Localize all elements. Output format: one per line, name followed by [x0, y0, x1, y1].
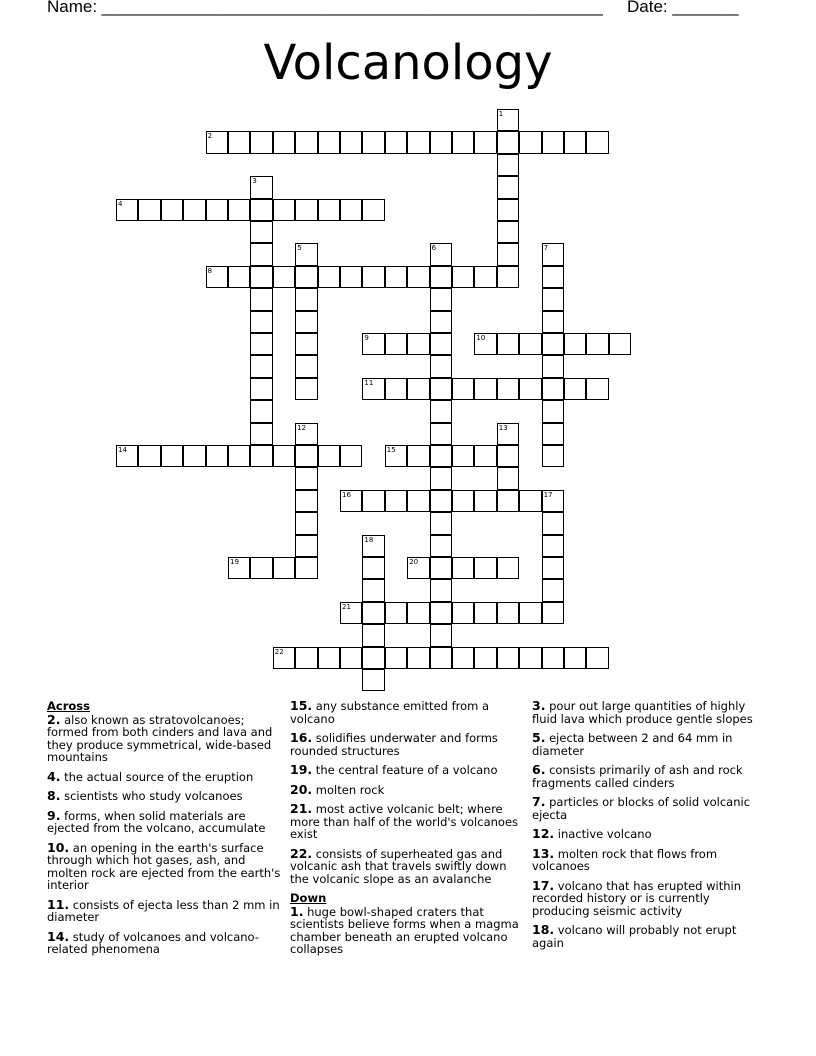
crossword-cell[interactable] [542, 512, 564, 534]
crossword-cell[interactable] [542, 490, 564, 512]
clue-text: volcano will probably not erupt again [532, 923, 737, 950]
crossword-cell[interactable] [430, 557, 452, 579]
clue-text: forms, when solid materials are ejected from the volcano, accumulate [47, 808, 266, 835]
crossword-cell[interactable] [362, 669, 384, 691]
crossword-cell[interactable] [250, 557, 272, 579]
clue-number: 9 [364, 334, 369, 342]
clue-number: 8 [207, 266, 213, 275]
clue-across [290, 732, 525, 757]
crossword-cell[interactable] [318, 445, 340, 467]
crossword-cell[interactable] [519, 490, 541, 512]
crossword-cell[interactable] [542, 647, 564, 669]
crossword-cell[interactable] [430, 400, 452, 422]
page-title: Volcanology [263, 35, 553, 91]
crossword-cell[interactable] [519, 378, 541, 400]
crossword-cell[interactable] [542, 311, 564, 333]
clue-across [47, 790, 282, 803]
clue-number: 2 [207, 132, 213, 141]
clue-num: 11. [47, 896, 70, 912]
crossword-cell[interactable] [273, 266, 295, 288]
crossword-cell[interactable] [250, 176, 272, 198]
crossword-cell[interactable] [407, 131, 429, 153]
crossword-cell[interactable] [362, 266, 384, 288]
crossword-cell[interactable] [228, 266, 250, 288]
clue-number: 4 [118, 199, 123, 208]
crossword-cell[interactable] [250, 266, 272, 288]
clue-down [532, 845, 767, 873]
crossword-cell[interactable] [430, 311, 452, 333]
crossword-cell[interactable] [430, 423, 452, 445]
crossword-cell[interactable] [362, 647, 384, 669]
crossword-cell[interactable] [407, 490, 429, 512]
clue-num: 12. [532, 826, 555, 841]
crossword-cell[interactable] [430, 243, 452, 265]
crossword-cell[interactable] [295, 288, 317, 310]
crossword-cell[interactable] [250, 199, 272, 221]
crossword-cell[interactable] [407, 557, 429, 579]
crossword-cell[interactable] [407, 333, 429, 355]
clue-down [532, 764, 767, 789]
crossword-cell[interactable] [362, 199, 384, 221]
clue-down [532, 732, 767, 757]
clue-number: 11 [364, 378, 374, 387]
crossword-cell[interactable] [362, 535, 384, 557]
clue-num: 5. [532, 730, 546, 745]
crossword-cell[interactable] [542, 288, 564, 310]
crossword-cell[interactable] [206, 445, 228, 467]
clue-number: 5 [297, 244, 302, 253]
crossword-cell[interactable] [497, 243, 519, 265]
clue-number: 18 [364, 535, 374, 544]
crossword-cell[interactable] [295, 490, 317, 512]
crossword-cell[interactable] [161, 445, 183, 467]
clue-across [47, 711, 282, 764]
crossword-cell[interactable] [474, 490, 496, 512]
clue-text: the central feature of a volcano [312, 763, 498, 777]
crossword-cell[interactable] [250, 131, 272, 153]
clue-number: 15 [386, 446, 396, 454]
crossword-cell[interactable] [206, 131, 228, 153]
crossword-cell[interactable] [586, 378, 608, 400]
crossword-cell[interactable] [250, 378, 272, 400]
crossword-cell[interactable] [519, 131, 541, 153]
crossword-cell[interactable] [295, 378, 317, 400]
crossword-cell[interactable] [542, 579, 564, 601]
crossword-cell[interactable] [116, 445, 138, 467]
crossword-cell[interactable] [430, 579, 452, 601]
crossword-cell[interactable] [497, 557, 519, 579]
crossword-cell[interactable] [295, 333, 317, 355]
crossword-cell[interactable] [452, 266, 474, 288]
crossword-cell[interactable] [183, 199, 205, 221]
clue-number: 7 [543, 244, 549, 253]
crossword-cell[interactable] [385, 445, 407, 467]
crossword-cell[interactable] [519, 647, 541, 669]
crossword-cell[interactable] [362, 602, 384, 624]
crossword-cell[interactable] [295, 311, 317, 333]
clue-across [47, 768, 282, 784]
crossword-cell[interactable] [497, 154, 519, 176]
clue-text: molten rock [312, 782, 385, 797]
clue-num: 10. [47, 839, 70, 855]
clue-across [290, 700, 525, 725]
crossword-cell[interactable] [430, 512, 452, 534]
crossword-cell[interactable] [250, 221, 272, 243]
crossword-cell[interactable] [295, 131, 317, 153]
crossword-cell[interactable] [542, 535, 564, 557]
clue-across [47, 839, 282, 892]
crossword-cell[interactable] [497, 647, 519, 669]
crossword-cell[interactable] [318, 266, 340, 288]
crossword-cell[interactable] [542, 445, 564, 467]
crossword-cell[interactable] [228, 131, 250, 153]
clue-text: particles or blocks of solid volcanic ejecta [532, 795, 751, 822]
crossword-cell[interactable] [385, 647, 407, 669]
crossword-cell[interactable] [542, 400, 564, 422]
clue-number: 20 [409, 558, 419, 566]
crossword-cell[interactable] [497, 266, 519, 288]
date-field[interactable]: Date: _______ [627, 0, 739, 16]
crossword-cell[interactable] [362, 557, 384, 579]
crossword-cell[interactable] [497, 221, 519, 243]
crossword-cell[interactable] [250, 311, 272, 333]
crossword-cell[interactable] [430, 624, 452, 646]
crossword-cell[interactable] [430, 333, 452, 355]
crossword-cell[interactable] [362, 333, 384, 355]
crossword-cell[interactable] [206, 199, 228, 221]
clue-column-2 [290, 700, 525, 963]
crossword-cell[interactable] [586, 647, 608, 669]
crossword-cell[interactable] [474, 602, 496, 624]
clue-across [290, 845, 525, 886]
crossword-cell[interactable] [497, 467, 519, 489]
clue-text: the actual source of the eruption [60, 769, 254, 784]
crossword-cell[interactable] [519, 333, 541, 355]
clue-num: 16. [290, 730, 313, 745]
crossword-cell[interactable] [295, 445, 317, 467]
crossword-cell[interactable] [407, 602, 429, 624]
crossword-cell[interactable] [161, 199, 183, 221]
crossword-cell[interactable] [295, 355, 317, 377]
clue-num: 7. [532, 794, 546, 809]
clue-across [47, 896, 282, 924]
crossword-cell[interactable] [497, 602, 519, 624]
clue-number: 14 [118, 446, 127, 454]
crossword-cell[interactable] [183, 445, 205, 467]
crossword-cell[interactable] [430, 602, 452, 624]
clue-text: consists of superheated gas and volcanic ash that travels swiftly down the volcanic slope as an avalanche [290, 846, 507, 886]
clue-num: 2. [47, 711, 61, 727]
clue-across [290, 803, 525, 841]
clue-num: 1. [290, 903, 304, 919]
crossword-cell[interactable] [497, 445, 519, 467]
crossword-cell[interactable] [340, 647, 362, 669]
crossword-cell[interactable] [452, 602, 474, 624]
crossword-cell[interactable] [542, 333, 564, 355]
crossword-cell[interactable] [295, 243, 317, 265]
crossword-cell[interactable] [430, 647, 452, 669]
crossword-cell[interactable] [474, 445, 496, 467]
crossword-cell[interactable] [430, 445, 452, 467]
clue-num: 6. [532, 762, 546, 777]
crossword-cell[interactable] [542, 243, 564, 265]
crossword-cell[interactable] [340, 131, 362, 153]
crossword-cell[interactable] [273, 199, 295, 221]
clue-num: 8. [47, 788, 61, 803]
clue-text: consists of ejecta less than 2 mm in diameter [47, 897, 280, 924]
crossword-cell[interactable] [564, 333, 586, 355]
crossword-cell[interactable] [250, 243, 272, 265]
crossword-cell[interactable] [250, 445, 272, 467]
crossword-cell[interactable] [116, 199, 138, 221]
crossword-cell[interactable] [474, 131, 496, 153]
crossword-cell[interactable] [474, 333, 496, 355]
crossword-cell[interactable] [519, 602, 541, 624]
crossword-cell[interactable] [542, 557, 564, 579]
clue-column-1 [47, 700, 282, 963]
crossword-cell[interactable] [407, 445, 429, 467]
crossword-cell[interactable] [474, 557, 496, 579]
crossword-cell[interactable] [430, 378, 452, 400]
clue-text: inactive volcano [554, 827, 652, 841]
clue-num: 3. [532, 698, 546, 713]
down-heading: Down [290, 891, 327, 905]
crossword-cell[interactable] [385, 378, 407, 400]
crossword-cell[interactable] [497, 378, 519, 400]
clue-text: solidifies underwater and forms rounded structures [290, 731, 498, 758]
crossword-cell[interactable] [497, 109, 519, 131]
clue-down [290, 903, 525, 956]
crossword-cell[interactable] [362, 131, 384, 153]
clue-number: 21 [342, 602, 351, 611]
clue-num: 9. [47, 807, 61, 823]
crossword-cell[interactable] [452, 131, 474, 153]
crossword-cell[interactable] [273, 445, 295, 467]
crossword-cell[interactable] [497, 333, 519, 355]
crossword-cell[interactable] [407, 266, 429, 288]
crossword-cell[interactable] [542, 378, 564, 400]
clue-number: 17 [543, 490, 553, 499]
crossword-cell[interactable] [318, 199, 340, 221]
clue-text: study of volcanoes and volcano-related phenomena [47, 929, 259, 956]
crossword-cell[interactable] [564, 647, 586, 669]
crossword-cell[interactable] [228, 557, 250, 579]
crossword-cell[interactable] [497, 176, 519, 198]
crossword-cell[interactable] [250, 288, 272, 310]
crossword-cell[interactable] [474, 647, 496, 669]
crossword-cell[interactable] [295, 647, 317, 669]
clue-number: 13 [498, 423, 508, 432]
crossword-cell[interactable] [385, 131, 407, 153]
crossword-cell[interactable] [497, 199, 519, 221]
clue-num: 17. [532, 877, 555, 893]
clue-down [532, 924, 767, 949]
crossword-cell[interactable] [362, 490, 384, 512]
crossword-cell[interactable] [318, 647, 340, 669]
crossword-cell[interactable] [385, 602, 407, 624]
clue-text: huge bowl-shaped craters that scientists believe forms when a magma chamber beneath an erupted volcano collapses [290, 904, 519, 956]
crossword-cell[interactable] [542, 355, 564, 377]
crossword-cell[interactable] [295, 557, 317, 579]
clue-across [290, 781, 525, 797]
clue-number: 12 [297, 423, 307, 432]
crossword-cell[interactable] [542, 423, 564, 445]
clue-num: 19. [290, 762, 313, 777]
clue-down [532, 877, 767, 918]
crossword-cell[interactable] [586, 333, 608, 355]
crossword-cell[interactable] [497, 423, 519, 445]
crossword-cell[interactable] [430, 490, 452, 512]
clue-num: 22. [290, 845, 313, 861]
crossword-cell[interactable] [228, 199, 250, 221]
crossword-cell[interactable] [542, 266, 564, 288]
crossword-cell[interactable] [273, 647, 295, 669]
crossword-cell[interactable] [362, 378, 384, 400]
clue-number: 22 [274, 647, 284, 656]
crossword-cell[interactable] [452, 557, 474, 579]
crossword-cell[interactable] [407, 378, 429, 400]
crossword-cell[interactable] [138, 199, 160, 221]
crossword-cell[interactable] [430, 467, 452, 489]
clue-number: 10 [476, 334, 486, 342]
clue-number: 19 [230, 558, 239, 566]
crossword-cell[interactable] [474, 266, 496, 288]
clue-text: molten rock that flows from volcanoes [532, 846, 718, 873]
clue-number: 1 [498, 110, 504, 118]
clue-num: 20. [290, 781, 313, 797]
name-field[interactable]: Name: _____________________________________________________ [47, 0, 603, 16]
crossword-cell[interactable] [362, 624, 384, 646]
crossword-cell[interactable] [362, 579, 384, 601]
clue-text: also known as stratovolcanoes; formed from both cinders and lava and they produce symmetrical, wide-based mountains [47, 712, 273, 764]
clue-text: ejecta between 2 and 64 mm in diameter [532, 731, 733, 758]
clue-number: 6 [431, 244, 437, 253]
crossword-cell[interactable] [452, 445, 474, 467]
crossword-cell[interactable] [340, 445, 362, 467]
crossword-cell[interactable] [452, 378, 474, 400]
crossword-cell[interactable] [295, 467, 317, 489]
crossword-cell[interactable] [273, 131, 295, 153]
crossword-cell[interactable] [407, 647, 429, 669]
crossword-cell[interactable] [228, 445, 250, 467]
crossword-cell[interactable] [250, 333, 272, 355]
clue-num: 13. [532, 845, 555, 861]
clue-num: 18. [532, 922, 555, 937]
crossword-cell[interactable] [340, 490, 362, 512]
crossword-cell[interactable] [385, 333, 407, 355]
crossword-cell[interactable] [295, 423, 317, 445]
crossword-cell[interactable] [318, 131, 340, 153]
crossword-cell[interactable] [430, 288, 452, 310]
crossword-cell[interactable] [250, 355, 272, 377]
crossword-cell[interactable] [340, 199, 362, 221]
crossword-cell[interactable] [452, 647, 474, 669]
crossword-cell[interactable] [295, 535, 317, 557]
clue-down [532, 796, 767, 821]
crossword-cell[interactable] [452, 490, 474, 512]
clue-text: an opening in the earth's surface through which hot gases, ash, and molten rock are ejected from the earth's interior [47, 840, 281, 892]
crossword-cell[interactable] [250, 400, 272, 422]
crossword-cell[interactable] [385, 266, 407, 288]
clue-num: 4. [47, 768, 61, 784]
crossword-cell[interactable] [497, 131, 519, 153]
crossword-cell[interactable] [542, 131, 564, 153]
crossword-cell[interactable] [609, 333, 631, 355]
crossword-cell[interactable] [340, 602, 362, 624]
clue-down [532, 700, 767, 725]
clue-text: scientists who study volcanoes [60, 789, 243, 803]
crossword-cell[interactable] [295, 512, 317, 534]
crossword-cell[interactable] [206, 266, 228, 288]
clue-num: 21. [290, 801, 313, 816]
clue-column-3 [532, 700, 767, 956]
clue-number: 16 [342, 490, 351, 499]
clue-number: 3 [252, 177, 257, 186]
crossword-cell[interactable] [430, 131, 452, 153]
clue-across [47, 928, 282, 956]
crossword-cell[interactable] [295, 266, 317, 288]
across-heading: Across [47, 699, 90, 713]
clue-num: 14. [47, 928, 70, 944]
clue-down [532, 828, 767, 841]
crossword-cell[interactable] [340, 266, 362, 288]
clue-text: consists primarily of ash and rock fragments called cinders [532, 763, 743, 790]
clue-text: volcano that has erupted within recorded history or is currently producing seismic activity [532, 878, 742, 918]
clue-text: any substance emitted from a volcano [290, 699, 490, 726]
crossword-cell[interactable] [430, 355, 452, 377]
crossword-cell[interactable] [385, 490, 407, 512]
crossword-cell[interactable] [542, 602, 564, 624]
crossword-cell[interactable] [564, 378, 586, 400]
crossword-cell[interactable] [564, 131, 586, 153]
crossword-cell[interactable] [497, 490, 519, 512]
crossword-cell[interactable] [586, 131, 608, 153]
crossword-cell[interactable] [295, 199, 317, 221]
crossword-cell[interactable] [273, 557, 295, 579]
crossword-cell[interactable] [430, 266, 452, 288]
crossword-cell[interactable] [138, 445, 160, 467]
crossword-cell[interactable] [430, 535, 452, 557]
clue-text: pour out large quantities of highly fluid lava which produce gentle slopes [532, 699, 753, 726]
clue-across [47, 807, 282, 835]
crossword-cell[interactable] [250, 423, 272, 445]
clue-num: 15. [290, 698, 313, 713]
crossword-cell[interactable] [474, 378, 496, 400]
clue-text: most active volcanic belt; where more than half of the world's volcanoes exist [290, 802, 519, 841]
clue-across [290, 764, 525, 777]
